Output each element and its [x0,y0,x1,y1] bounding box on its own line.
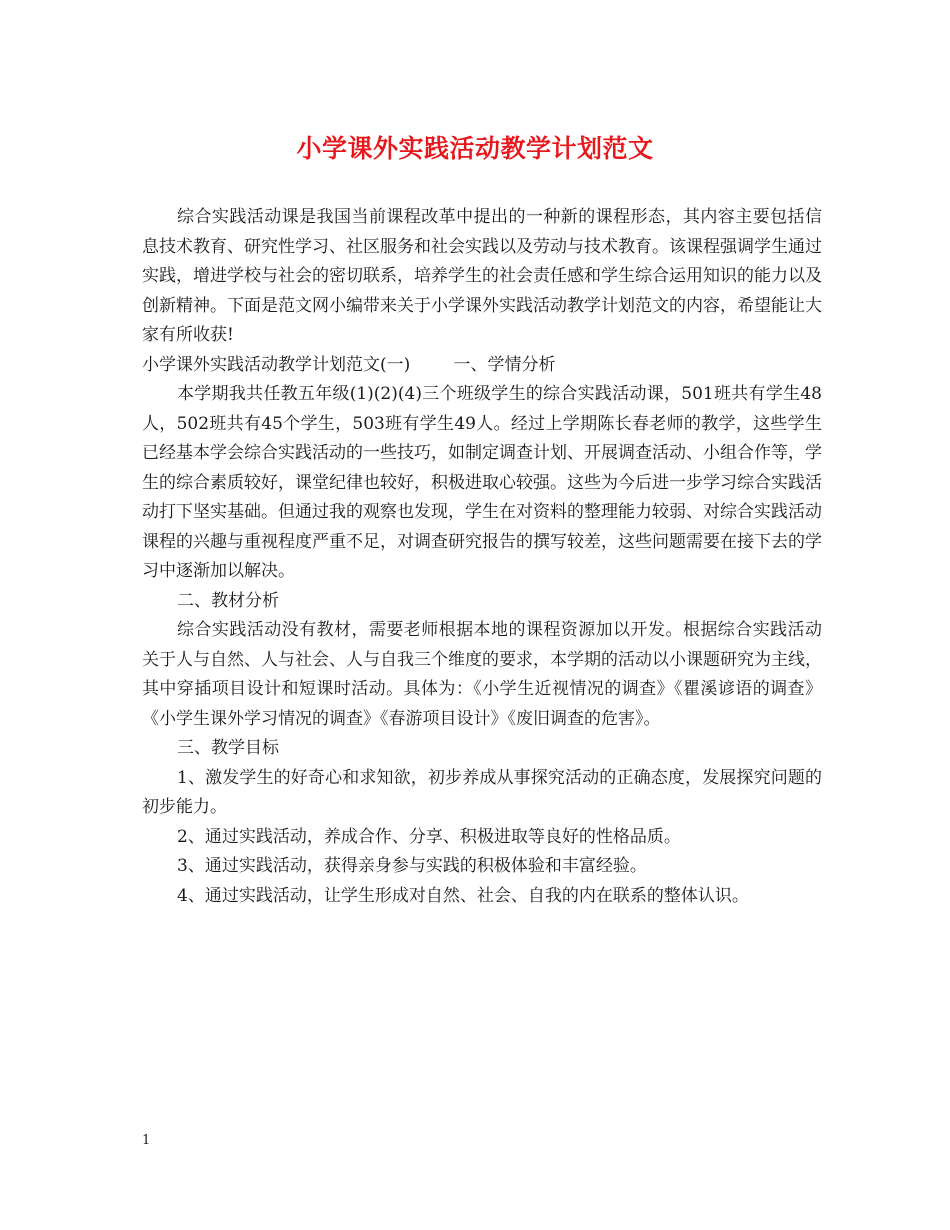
teaching-goal-1: 1、激发学生的好奇心和求知欲，初步养成从事探究活动的正确态度，发展探究问题的初步能力。 [142,767,822,817]
section-two-heading: 二、教材分析 [177,590,279,611]
teaching-goal-2: 2、通过实践活动，养成合作、分享、积极进取等良好的性格品质。 [177,826,681,847]
section-three-heading: 三、教学目标 [177,738,279,758]
material-analysis-paragraph: 综合实践活动没有教材，需要老师根据本地的课程资源加以开发。根据综合实践活动关于人与自然、人与社会、人与自我三个维度的要求，本学期的活动以小课题研究为主线，其中穿插项目设计和短课时活动。具体为：《小学生近视情况的调查》《瞿溪谚语的调查》《小学生课外学习情况的调查》《春游项目设计》《废旧调查的危害》。 [142,620,822,729]
intro-paragraph: 综合实践活动课是我国当前课程改革中提出的一种新的课程形态，其内容主要包括信息技术教育、研究性学习、社区服务和社会实践以及劳动与技术教育。该课程强调学生通过实践，增进学校与社会的密切联系，培养学生的社会责任感和学生综合运用知识的能力以及创新精神。下面是范文网小编带来关于小学课外实践活动教学计划范文的内容，希望能让大家有所收获! [142,207,822,345]
teaching-goal-4: 4、通过实践活动，让学生形成对自然、社会、自我的内在联系的整体认识。 [177,885,749,906]
page-number: 1 [142,1133,151,1148]
document-title: 小学课外实践活动教学计划范文 [296,134,654,163]
student-analysis-paragraph: 本学期我共任教五年级(1)(2)(4)三个班级学生的综合实践活动课，501班共有学生48人，502班共有45个学生，503班有学生49人。经过上学期陈长春老师的教学，这些学生已经基本学会综合实践活动的一些技巧，如制定调查计划、开展调查活动、小组合作等，学生的综合素质较好，课堂纪律也较好，积极进取心较强。这些为今后进一步学习综合实践活动打下坚实基础。但通过我的观察也发现，学生在对资料的整理能力较弱、对综合实践活动课程的兴趣与重视程度严重不足，对调查研究报告的撰写较差，这些问题需要在接下去的学习中逐渐加以解决。 [142,384,822,581]
document-body [142,203,822,911]
teaching-goal-3: 3、通过实践活动，获得亲身参与实践的积极体验和丰富经验。 [177,856,647,876]
section-one-heading: 小学课外实践活动教学计划范文(一) 一、学情分析 [142,354,556,375]
